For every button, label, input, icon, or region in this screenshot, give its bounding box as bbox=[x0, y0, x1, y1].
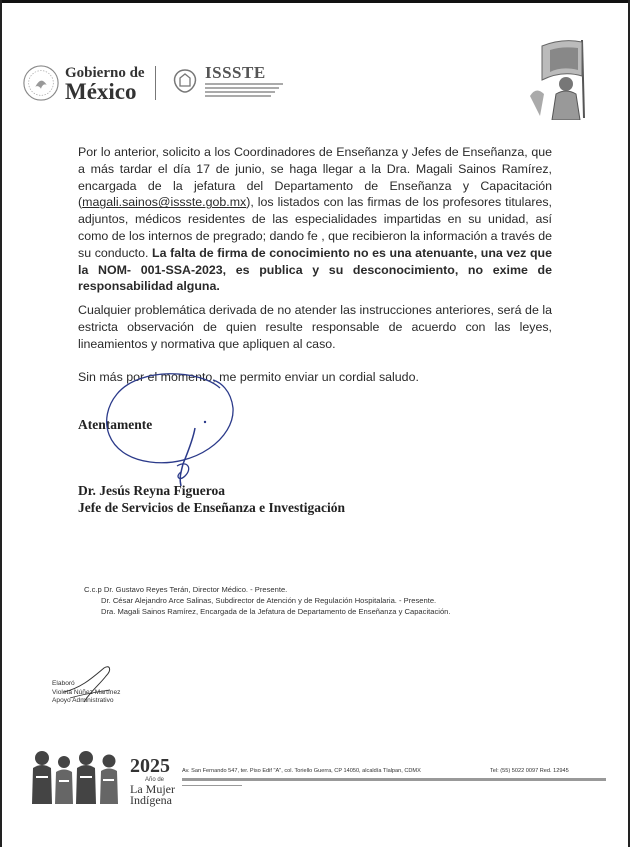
header-divider bbox=[155, 66, 156, 100]
paragraph-instructions bbox=[78, 144, 552, 295]
footer-phone: Tel: (55) 5022 0097 Red. 12945 bbox=[490, 768, 569, 774]
paragraph-consequences: Cualquier problemática derivada de no atender las instrucciones anteriores, será de la estricta observación de quien resulte responsable de acuerdo con las leyes, lineamientos y normativa que apliquen al caso. bbox=[78, 303, 552, 351]
paragraph-closing: Sin más por el momento, me permito enviar un cordial saludo. bbox=[78, 370, 419, 384]
elaboro-block bbox=[52, 680, 120, 706]
indigena: Indígena bbox=[130, 793, 172, 807]
footer-bar bbox=[182, 778, 606, 781]
p1-bold-text: La falta de firma de conocimiento no es una atenuante, una vez que la NOM- 001-SSA-2023, es publica y su desconocimiento, no exime de responsabilidad alguna. bbox=[78, 245, 553, 294]
email-link[interactable]: magali.sainos@issste.gob.mx bbox=[82, 195, 247, 210]
signer-title: Jefe de Servicios de Enseñanza e Investigación bbox=[78, 500, 345, 515]
left-border bbox=[0, 0, 2, 847]
ccp-line: C.c.p Dr. Gustavo Reyes Terán, Director Médico. - Presente. bbox=[84, 585, 288, 594]
ccp-block bbox=[84, 584, 451, 617]
issste-name: ISSSTE bbox=[205, 63, 266, 82]
la-mujer: La Mujer bbox=[130, 782, 175, 796]
indigenous-women-illustration-icon bbox=[30, 746, 124, 804]
elaboro-role: Apoyo Administrativo bbox=[52, 697, 114, 705]
issste-emblem-icon bbox=[170, 68, 200, 94]
footer-bar-small bbox=[182, 785, 242, 786]
p1-text-a: Por lo anterior, solicito a los Coordinadores de Enseñanza y Jefes de Enseñanza, que a más tardar el día 17 de junio, se haga llegar a la Dra. Magali Sainos Ramírez, encargada de la jefatura del Departamento de Enseñanza y Capacitación ( bbox=[78, 145, 552, 210]
atentamente: Atentamente bbox=[78, 417, 153, 432]
elaboro-label: Elaboró bbox=[52, 680, 75, 687]
ccp-line: Dra. Magali Sainos Ramírez, Encargada de la Jefatura de Departamento de Enseñanza y Capacitación. bbox=[101, 607, 451, 616]
top-border bbox=[0, 0, 630, 3]
gobierno-mexico-logo bbox=[65, 65, 145, 103]
mexico-seal-icon bbox=[22, 64, 60, 102]
year-2025: 2025 bbox=[130, 755, 170, 777]
handwritten-signature-icon bbox=[95, 368, 255, 498]
p1-text-b: ), los listados con las firmas de los profesores titulares, adjuntos, médicos residentes de las especialidades impartidas en su unidad, así como de los internos de pregrado; dando fe , que recibieron la información a través de su conducto. bbox=[78, 195, 552, 260]
la-mujer-indigena bbox=[130, 784, 175, 806]
gob-line2: México bbox=[65, 79, 137, 104]
ccp-line: Dr. César Alejandro Arce Salinas, Subdirector de Atención y de Regulación Hospitalaria. - Presente. bbox=[101, 596, 437, 605]
signer-name: Dr. Jesús Reyna Figueroa bbox=[78, 483, 226, 498]
ano-de: Año de bbox=[145, 777, 165, 783]
signer-block bbox=[78, 482, 345, 516]
issste-subtitle-lines bbox=[205, 83, 285, 99]
gob-line1: Gobierno de bbox=[65, 65, 145, 81]
flag-bearer-illustration-icon bbox=[522, 36, 602, 120]
elaboro-name: Violeta Núñez Martínez bbox=[52, 688, 121, 696]
footer-address: Av. San Fernando 547, ter. Piso Edif "A", col. Toriello Guerra, CP 14050, alcaldía Tlalpan, CDMX bbox=[182, 768, 421, 774]
